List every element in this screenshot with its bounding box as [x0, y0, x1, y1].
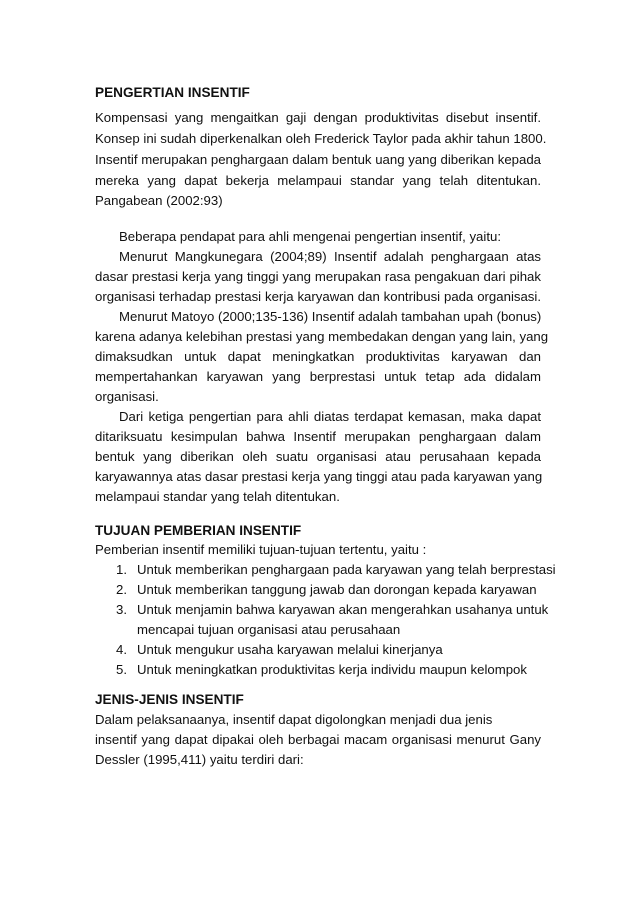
heading-tujuan-pemberian-insentif: TUJUAN PEMBERIAN INSENTIF	[95, 523, 302, 538]
paragraph-line: Kompensasi yang mengaitkan gaji dengan produktivitas disebut insentif.	[95, 110, 541, 125]
list-item: Untuk meningkatkan produktivitas kerja individu maupun kelompok	[137, 662, 527, 677]
paragraph-line: dimaksudkan untuk dapat meningkatkan produktivitas karyawan dan	[95, 349, 541, 364]
paragraph-line: Insentif merupakan penghargaan dalam bentuk uang yang diberikan kepada	[95, 152, 541, 167]
paragraph-line: Menurut Mangkunegara (2004;89) Insentif adalah penghargaan atas	[119, 249, 541, 264]
paragraph-line: Konsep ini sudah diperkenalkan oleh Frederick Taylor pada akhir tahun 1800.	[95, 131, 547, 146]
list-item: Untuk menjamin bahwa karyawan akan mengerahkan usahanya untuk	[137, 602, 549, 617]
paragraph-line: Dessler (1995,411) yaitu terdiri dari:	[95, 752, 304, 767]
paragraph-line: organisasi terhadap prestasi kerja karyawan dan kontribusi pada organisasi.	[95, 289, 541, 304]
heading-jenis-jenis-insentif: JENIS-JENIS INSENTIF	[95, 692, 244, 707]
list-number: 3.	[116, 602, 127, 617]
paragraph-line: insentif yang dapat dipakai oleh berbagai macam organisasi menurut Gany	[95, 732, 541, 747]
paragraph-line: Dalam pelaksanaanya, insentif dapat digolongkan menjadi dua jenis	[95, 712, 493, 727]
paragraph-line: Pangabean (2002:93)	[95, 193, 223, 208]
paragraph-line: ditariksuatu kesimpulan bahwa Insentif merupakan penghargaan dalam	[95, 429, 541, 444]
paragraph-line: bentuk yang diberikan oleh suatu organisasi atau perusahaan kepada	[95, 449, 541, 464]
paragraph-line: mempertahankan karyawan yang berprestasi untuk tetap ada didalam	[95, 369, 541, 384]
paragraph-line: karyawannya atas dasar prestasi kerja yang tinggi atau pada karyawan yang	[95, 469, 543, 484]
list-number: 1.	[116, 562, 127, 577]
list-number: 2.	[116, 582, 127, 597]
paragraph-line: Beberapa pendapat para ahli mengenai pengertian insentif, yaitu:	[119, 229, 501, 244]
list-item: Untuk mengukur usaha karyawan melalui kinerjanya	[137, 642, 443, 657]
list-number: 4.	[116, 642, 127, 657]
paragraph-line: Dari ketiga pengertian para ahli diatas terdapat kemasan, maka dapat	[119, 409, 541, 424]
list-intro: Pemberian insentif memiliki tujuan-tujuan tertentu, yaitu :	[95, 542, 427, 557]
list-number: 5.	[116, 662, 127, 677]
paragraph-line: Menurut Matoyo (2000;135-136) Insentif adalah tambahan upah (bonus)	[119, 309, 542, 324]
list-item: Untuk memberikan tanggung jawab dan dorongan kepada karyawan	[137, 582, 537, 597]
heading-pengertian-insentif: PENGERTIAN INSENTIF	[95, 85, 250, 100]
list-item-continuation: mencapai tujuan organisasi atau perusahaan	[137, 622, 401, 637]
paragraph-line: karena adanya kelebihan prestasi yang membedakan dengan yang lain, yang	[95, 329, 549, 344]
paragraph-line: mereka yang dapat bekerja melampaui standar yang telah ditentukan.	[95, 173, 541, 188]
paragraph-line: dasar prestasi kerja yang tinggi yang merupakan rasa pengakuan dari pihak	[95, 269, 541, 284]
list-item: Untuk memberikan penghargaan pada karyawan yang telah berprestasi	[137, 562, 556, 577]
paragraph-line: melampaui standar yang telah ditentukan.	[95, 489, 340, 504]
paragraph-line: organisasi.	[95, 389, 159, 404]
